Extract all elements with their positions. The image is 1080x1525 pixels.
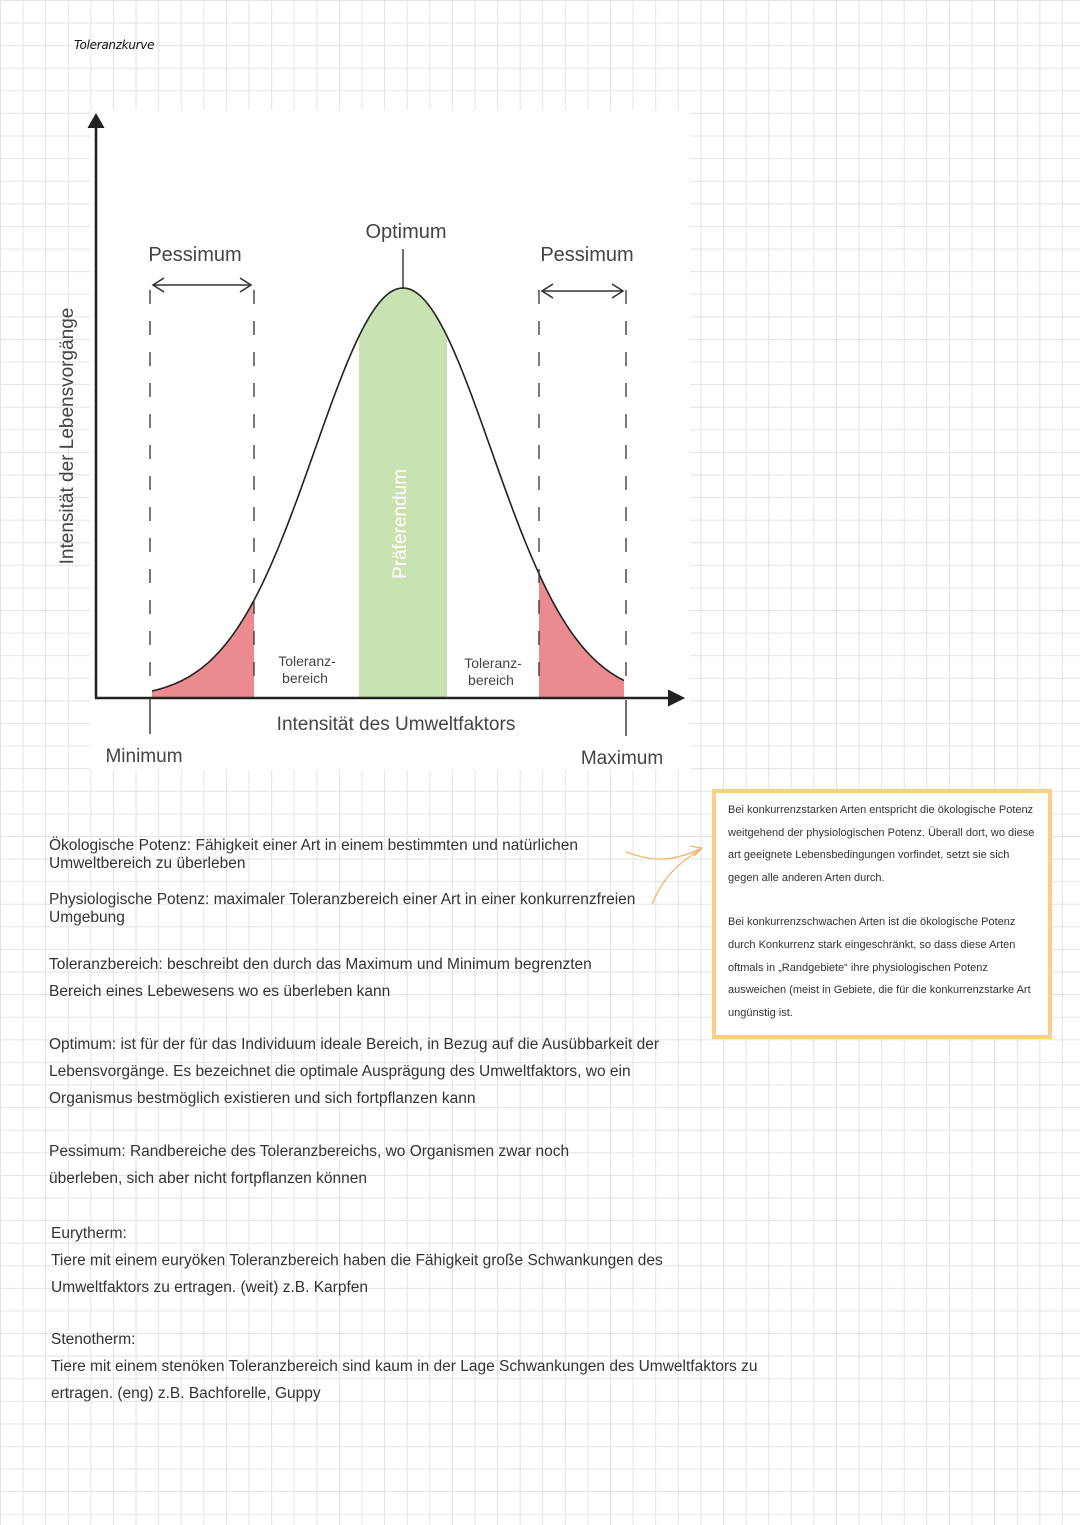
stenotherm-title: Stenotherm: xyxy=(51,1331,136,1348)
definition-oekologische-potenz: Ökologische Potenz: Fähigkeit einer Art in einem bestimmten und natürlichen Umweltbereich zu überleben xyxy=(49,837,579,872)
competition-note-strong: Bei konkurrenzstarken Arten entspricht die ökologische Potenz weitgehend der physiologischen Potenz. Überall dort, wo diese art geeignete Lebensbedingungen vorfindet, setzt sie sich gegen alle anderen Arten durch. xyxy=(728,804,1035,884)
praeferendum-label: Präferendum xyxy=(390,469,411,579)
tolerance-curve-svg xyxy=(40,104,700,784)
handwritten-title: Toleranzkurve xyxy=(74,38,155,52)
toleranz-right-line2: bereich xyxy=(468,672,514,688)
tolerance-curve-diagram xyxy=(40,104,700,784)
definition-physiologische-potenz: Physiologische Potenz: maximaler Toleranzbereich einer Art in einer konkurrenzfreien Umgebung xyxy=(49,891,636,926)
definition-pessimum: Pessimum: Randbereiche des Toleranzbereichs, wo Organismen zwar noch überleben, sich aber nicht fortpflanzen können xyxy=(49,1143,570,1187)
definition-toleranzbereich: Toleranzbereich: beschreibt den durch das Maximum und Minimum begrenzten Bereich eines Lebewesens wo es überleben kann xyxy=(49,956,592,1000)
eurytherm-text: Tiere mit einem euryöken Toleranzbereich haben die Fähigkeit große Schwankungen des Umweltfaktors zu ertragen. (weit) z.B. Karpfen xyxy=(51,1252,663,1296)
pessimum-left-label: Pessimum xyxy=(148,244,242,266)
x-axis-label: Intensität des Umweltfaktors xyxy=(276,714,516,735)
definition-eurytherm xyxy=(51,1220,691,1301)
definition-optimum: Optimum: ist für der für das Individuum ideale Bereich, in Bezug auf die Ausübbarkeit der Lebensvorgänge. Es bezeichnet die optimale Ausprägung des Umweltfaktors, wo ein Organismus bestmöglich existieren und sich fortpflanzen kann xyxy=(49,1036,659,1107)
y-axis-label: Intensität der Lebensvorgänge xyxy=(57,307,78,565)
pessimum-right-label: Pessimum xyxy=(540,244,634,266)
competition-note-weak: Bei konkurrenzschwachen Arten ist die ökologische Potenz durch Konkurrenz stark eingeschränkt, so dass diese Arten oftmals in „Randgebiete“ ihre physiologischen Potenz ausweichen (meist in Gebiete, die für die konkurrenzstarke Art ungünstig ist. xyxy=(728,916,1031,1019)
toleranz-left-line2: bereich xyxy=(282,670,328,686)
competition-note-box xyxy=(712,789,1052,1039)
toleranz-right-line1: Toleranz- xyxy=(464,655,522,671)
definition-stenotherm xyxy=(51,1326,761,1407)
optimum-label: Optimum xyxy=(365,221,447,243)
stenotherm-text: Tiere mit einem stenöken Toleranzbereich sind kaum in der Lage Schwankungen des Umweltfaktors zu ertragen. (eng) z.B. Bachforelle, Guppy xyxy=(51,1358,758,1402)
minimum-label: Minimum xyxy=(105,746,183,767)
toleranz-left-line1: Toleranz- xyxy=(278,653,336,669)
maximum-label: Maximum xyxy=(580,748,664,769)
eurytherm-title: Eurytherm: xyxy=(51,1225,127,1242)
